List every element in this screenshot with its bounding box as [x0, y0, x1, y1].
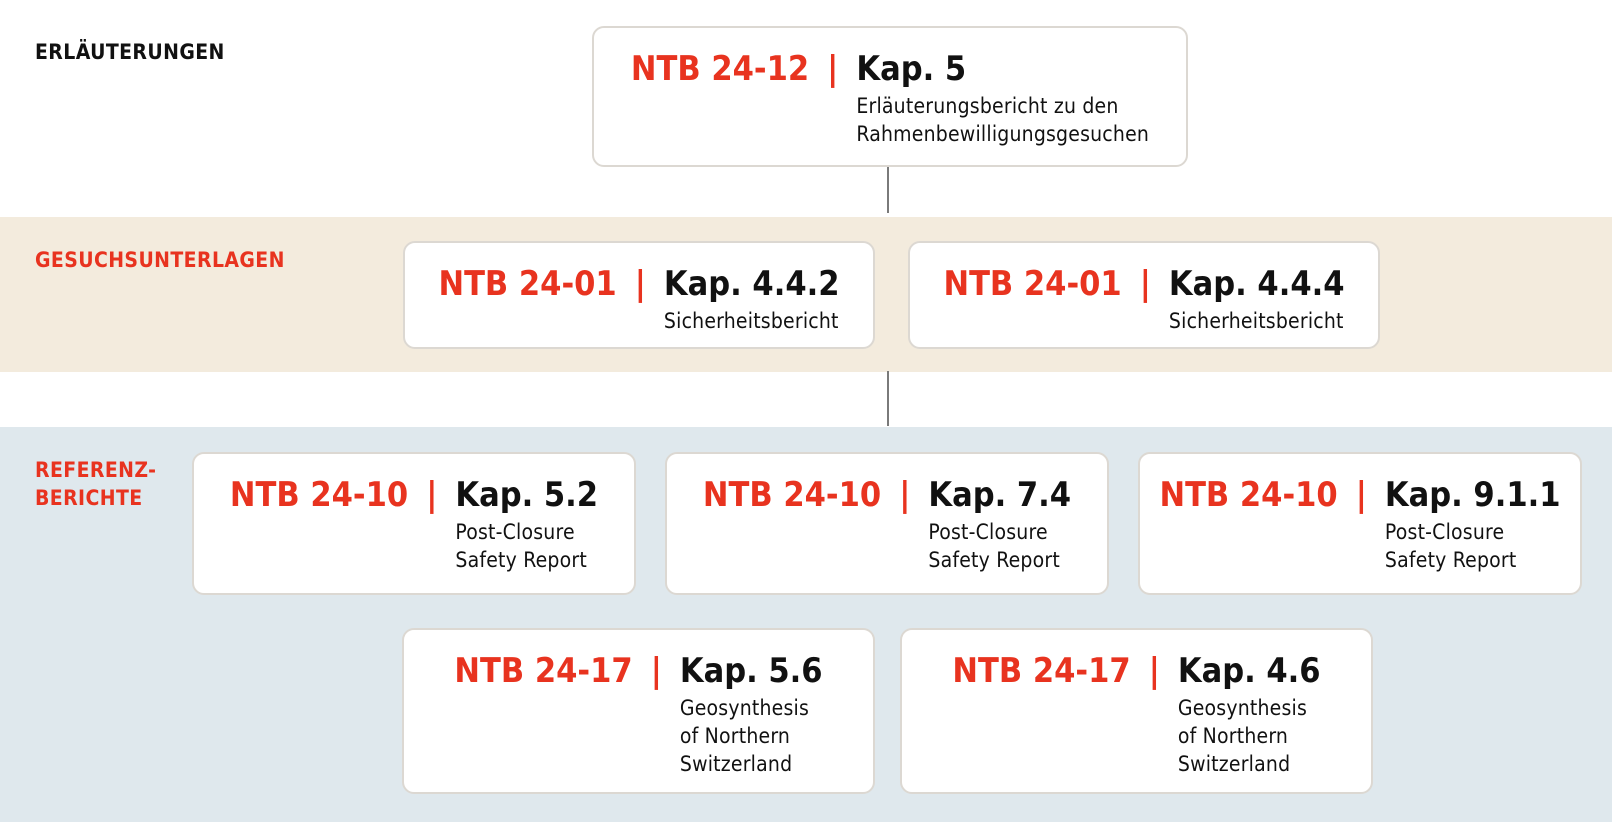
report-description: Geosynthesis of Northern Switzerland	[679, 696, 810, 776]
ntb-number: NTB 24-10	[702, 475, 882, 515]
section-label-referenzberichte: REFERENZ- BERICHTE	[35, 458, 157, 510]
box-ntb-24-12-kap-5	[592, 26, 1188, 167]
box-ntb-24-17-kap-4-6	[900, 628, 1373, 794]
report-description: Erläuterungsbericht zu den Rahmenbewilligungsgesuchen	[856, 94, 1150, 146]
report-description: Geosynthesis of Northern Switzerland	[1177, 696, 1308, 776]
report-description: Post-Closure Safety Report	[928, 520, 1060, 572]
box-ntb-24-10-kap-7-4	[665, 452, 1109, 595]
separator: |	[1139, 264, 1151, 304]
separator: |	[426, 475, 438, 515]
report-description: Sicherheitsbericht	[663, 309, 839, 333]
box-ntb-24-10-kap-9-1-1	[1138, 452, 1582, 595]
box-ntb-24-17-kap-5-6	[402, 628, 875, 794]
separator: |	[1148, 651, 1160, 691]
box-ntb-24-01-kap-4-4-4	[908, 241, 1380, 349]
section-label-erlaeuterungen: ERLÄUTERUNGEN	[35, 40, 225, 64]
box-ntb-24-10-kap-5-2	[192, 452, 636, 595]
chapter-label: Kap. 7.4	[928, 475, 1072, 515]
ntb-number: NTB 24-10	[229, 475, 409, 515]
connector-line-top	[887, 167, 889, 213]
separator: |	[650, 651, 662, 691]
ntb-number: NTB 24-10	[1159, 475, 1338, 515]
chapter-label: Kap. 4.4.4	[1168, 264, 1345, 304]
chapter-label: Kap. 5.6	[679, 651, 823, 691]
report-description: Post-Closure Safety Report	[455, 520, 587, 572]
report-description: Sicherheitsbericht	[1168, 309, 1344, 333]
connector-line-middle	[887, 371, 889, 426]
ntb-number: NTB 24-17	[454, 651, 633, 691]
chapter-label: Kap. 9.1.1	[1384, 475, 1561, 515]
separator: |	[1355, 475, 1367, 515]
chapter-label: Kap. 5	[856, 49, 967, 89]
ntb-number: NTB 24-01	[438, 264, 617, 304]
chapter-label: Kap. 4.4.2	[663, 264, 840, 304]
chapter-label: Kap. 4.6	[1177, 651, 1321, 691]
chapter-label: Kap. 5.2	[455, 475, 599, 515]
section-label-gesuchsunterlagen: GESUCHSUNTERLAGEN	[35, 248, 285, 272]
separator: |	[634, 264, 646, 304]
report-description: Post-Closure Safety Report	[1384, 520, 1517, 572]
box-ntb-24-01-kap-4-4-2	[403, 241, 875, 349]
separator: |	[899, 475, 911, 515]
ntb-number: NTB 24-01	[943, 264, 1122, 304]
ntb-number: NTB 24-17	[952, 651, 1131, 691]
separator: |	[827, 49, 839, 89]
ntb-number: NTB 24-12	[630, 49, 810, 89]
